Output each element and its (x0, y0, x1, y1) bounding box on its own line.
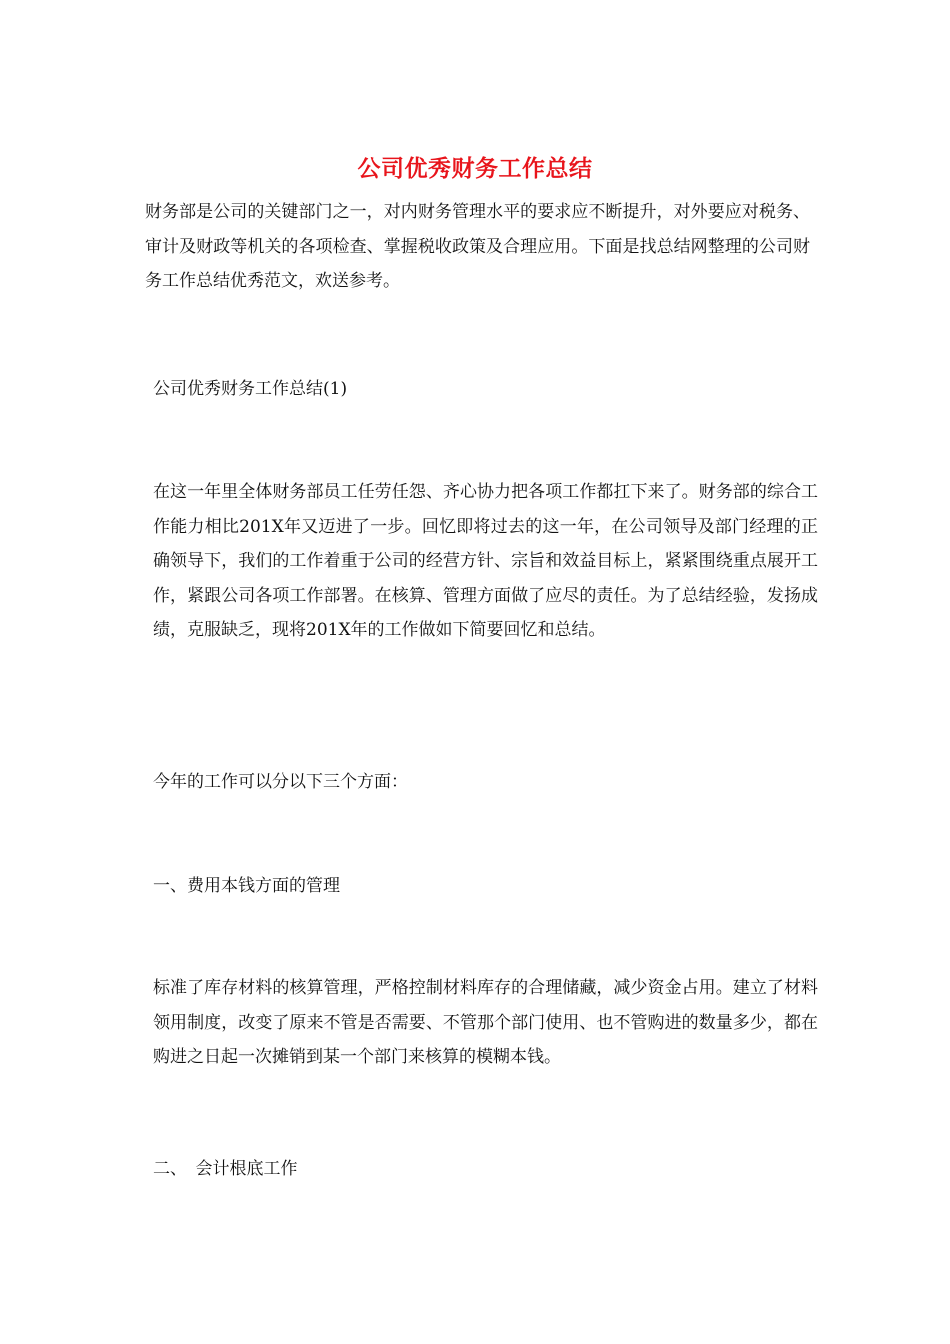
body-paragraph-2: 今年的工作可以分以下三个方面： (153, 772, 408, 792)
document-title: 公司优秀财务工作总结 (357, 155, 593, 182)
subheading-2: 二、 会计根底工作 (153, 1159, 298, 1179)
section-heading-1: 公司优秀财务工作总结(1) (153, 379, 348, 399)
body-paragraph-1: 在这一年里全体财务部员工任劳任怨、齐心协力把各项工作都扛下来了。财务部的综合工作能力相比201X年又迈进了一步。回忆即将过去的这一年，在公司领导及部门经理的正确领导下，我们的工作着重于公司的经营方针、宗旨和效益目标上，紧紧围绕重点展开工作，紧跟公司各项工作部署。在核算、管理方面做了应尽的责任。为了总结经验，发扬成绩，克服缺乏，现将201X年的工作做如下简要回忆和总结。 (153, 482, 818, 640)
subheading-1: 一、费用本钱方面的管理 (153, 876, 340, 896)
intro-paragraph: 财务部是公司的关键部门之一，对内财务管理水平的要求应不断提升，对外要应对税务、审计及财政等机关的各项检查、掌握税收政策及合理应用。下面是找总结网整理的公司财务工作总结优秀范文，欢送参考。 (145, 202, 810, 291)
body-paragraph-3: 标准了库存材料的核算管理，严格控制材料库存的合理储藏，减少资金占用。建立了材料领用制度，改变了原来不管是否需要、不管那个部门使用、也不管购进的数量多少，都在购进之日起一次摊销到某一个部门来核算的模糊本钱。 (153, 978, 818, 1067)
